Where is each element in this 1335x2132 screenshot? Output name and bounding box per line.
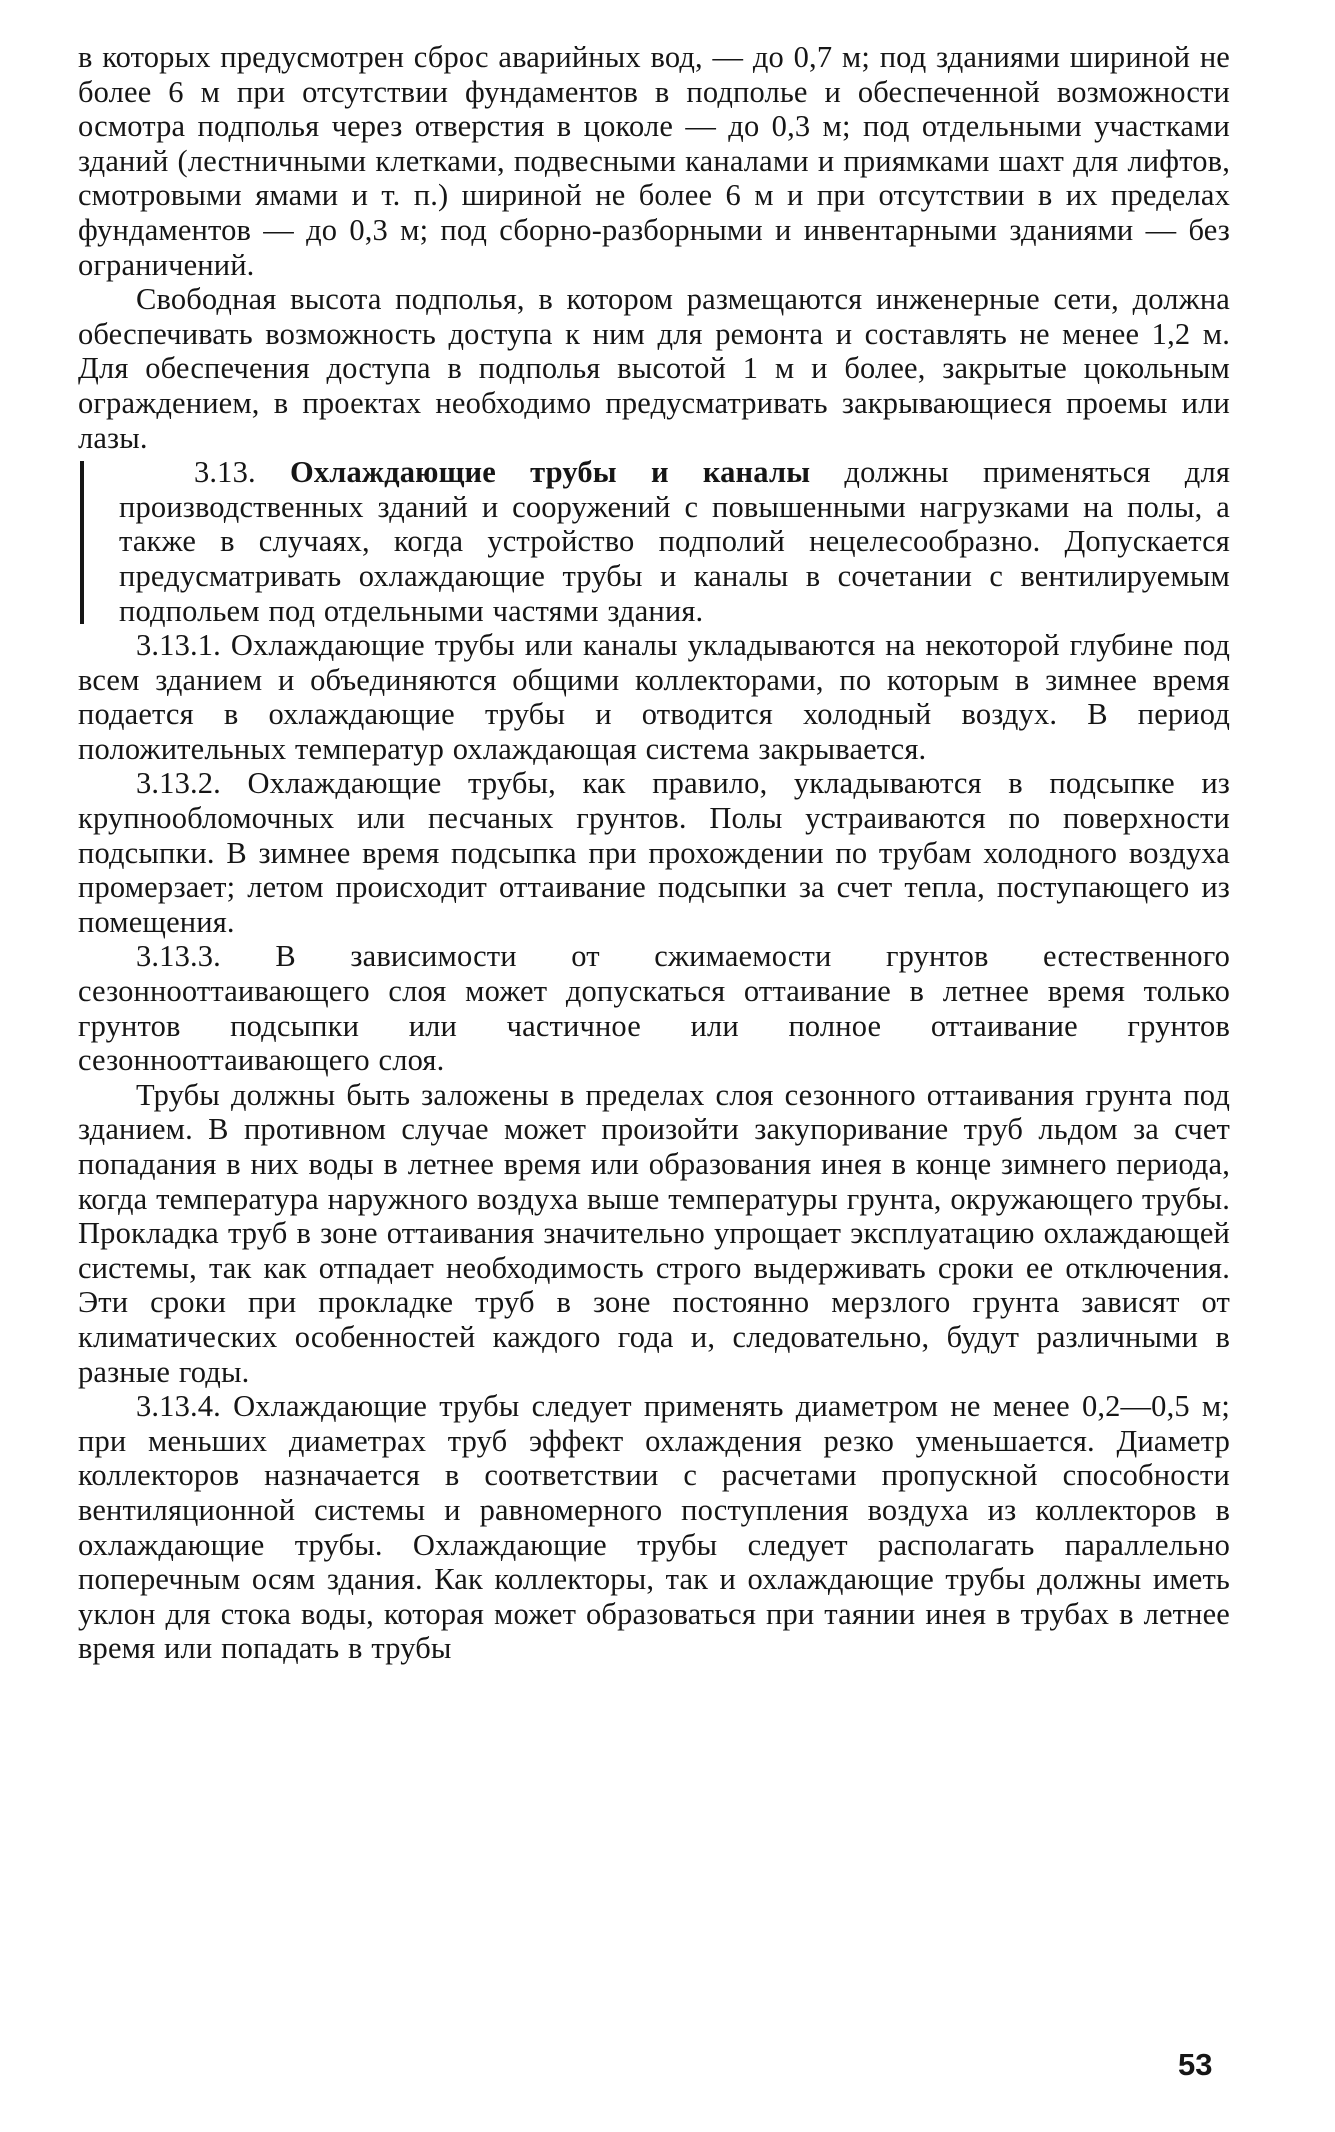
document-page [78, 40, 1230, 1666]
paragraph-crawlspace-height: Свободная высота подполья, в котором размещаются инженерные сети, должна обеспечивать возможность доступа к ним для ремонта и составлять не менее 1,2 м. Для обеспечения доступа в подполья высотой 1 м и более, закрытые цокольным ограждением, в проектах необходимо предусматривать закрывающиеся проемы или лазы. [78, 282, 1230, 455]
page-number: 53 [1178, 2047, 1213, 2082]
section-text: должны применяться для производственных зданий и сооружений с повышенными нагрузками на полы, а также в случаях, когда устройство подполий нецелесообразно. Допускается предусматривать охлаждающие трубы и каналы в сочетании с вентилируемым подпольем под отдельными частями здания. [119, 455, 1230, 628]
subsection-3-13-4: 3.13.4. Охлаждающие трубы следует применять диаметром не менее 0,2—0,5 м; при меньших диаметрах труб эффект охлаждения резко уменьшается. Диаметр коллекторов назначается в соответствии с расчетами пропускной способности вентиляционной системы и равномерного поступления воздуха из коллекторов в охлаждающие трубы. Охлаждающие трубы следует располагать параллельно поперечным осям здания. Как коллекторы, так и охлаждающие трубы должны иметь уклон для стока воды, которая может образоваться при таянии инея в трубах в летнее время или попадать в трубы [78, 1389, 1230, 1666]
paragraph-pipe-laying: Трубы должны быть заложены в пределах слоя сезонного оттаивания грунта под зданием. В противном случае может произойти закупоривание труб льдом за счет попадания в них воды в летнее время или образования инея в конце зимнего периода, когда температура наружного воздуха выше температуры грунта, окружающего трубы. Прокладка труб в зоне оттаивания значительно упрощает эксплуатацию охлаждающей системы, так как отпадает необходимость строго выдерживать сроки ее отключения. Эти сроки при прокладке труб в зоне постоянно мерзлого грунта зависят от климатических особенностей каждого года и, следовательно, будут различными в разные годы. [78, 1077, 1230, 1389]
margin-change-bar [80, 461, 84, 624]
section-number: 3.13. [194, 455, 256, 490]
section-3-13-marked-block [78, 455, 1230, 628]
section-3-13 [119, 455, 1230, 628]
subsection-3-13-1: 3.13.1. Охлаждающие трубы или каналы укладываются на некоторой глубине под всем зданием и объединяются общими коллекторами, по которым в зимнее время подается в охлаждающие трубы и отводится холодный воздух. В период положительных температур охлаждающая система закрывается. [78, 628, 1230, 766]
subsection-3-13-2: 3.13.2. Охлаждающие трубы, как правило, укладываются в подсыпке из крупнообломочных или песчаных грунтов. Полы устраиваются по поверхности подсыпки. В зимнее время подсыпка при прохождении по трубам холодного воздуха промерзает; летом происходит оттаивание подсыпки за счет тепла, поступающего из помещения. [78, 766, 1230, 939]
paragraph-continuation: в которых предусмотрен сброс аварийных вод, — до 0,7 м; под зданиями шириной не более 6 м при отсутствии фундаментов в подполье и обеспеченной возможности осмотра подполья через отверстия в цоколе — до 0,3 м; под отдельными участками зданий (лестничными клетками, подвесными каналами и приямками шахт для лифтов, смотровыми ямами и т. п.) шириной не более 6 м и при отсутствии в их пределах фундаментов — до 0,3 м; под сборно-разборными и инвентарными зданиями — без ограничений. [78, 40, 1230, 282]
section-heading: Охлаждающие трубы и каналы [289, 455, 811, 490]
subsection-3-13-3: 3.13.3. В зависимости от сжимаемости грунтов естественного сезоннооттаивающего слоя может допускаться оттаивание в летнее время только грунтов подсыпки или частичное или полное оттаивание грунтов сезоннооттаивающего слоя. [78, 939, 1230, 1078]
